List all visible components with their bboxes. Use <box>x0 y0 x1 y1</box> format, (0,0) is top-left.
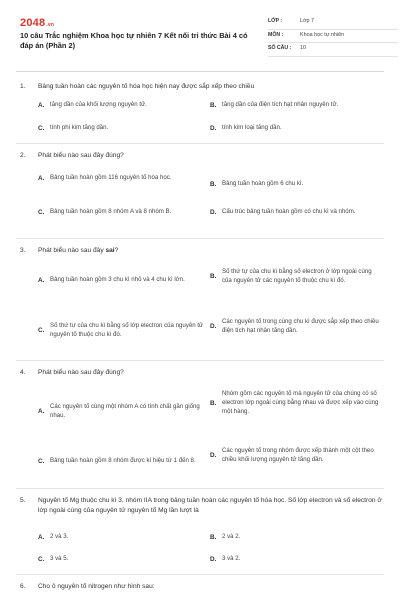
stem-text-end: ? <box>114 247 119 254</box>
option-text: 3 và 2. <box>222 555 241 563</box>
meta-count-label: SỐ CÂU : <box>268 45 292 52</box>
option-text: Nhóm gồm các nguyên tố mà nguyên tử của chúng có số electron lớp ngoài cùng bằng nhau và được xếp vào cùng một hàng. <box>222 390 379 415</box>
option-text: Các nguyên tố trong cùng chu kì được sắp xếp theo chiều điện tích hạt nhân tăng dần. <box>222 318 379 334</box>
question-divider <box>16 360 384 361</box>
option-text: Số thứ tự của chu kì bằng số electron ở lớp ngoài cùng của nguyên tử các nguyên tố thuộc chu kì đó. <box>222 268 372 284</box>
meta-subject-label: MÔN : <box>268 31 284 38</box>
option-text: Các nguyên tố cùng một nhóm A có tính chất gần giống nhau. <box>50 403 200 419</box>
option-4b[interactable] <box>210 390 385 416</box>
option-letter: C. <box>38 458 45 465</box>
meta-count-row <box>268 43 398 57</box>
option-letter: A. <box>38 102 45 109</box>
option-text: tính phi kim tăng dần. <box>50 124 109 132</box>
option-1a[interactable] <box>38 101 198 110</box>
option-5d[interactable] <box>210 555 385 564</box>
question-divider <box>16 238 384 239</box>
option-text: tăng dần của điện tích hạt nhân nguyên tử. <box>222 101 339 109</box>
option-text: 2 và 2. <box>222 533 241 541</box>
option-text: Bảng tuần hoàn gồm 6 chu kì. <box>222 180 304 188</box>
logo-main: 2048 <box>20 17 46 29</box>
option-4d[interactable] <box>210 447 385 465</box>
site-logo[interactable] <box>20 16 54 32</box>
logo-suffix: .vn <box>46 22 55 28</box>
option-text: Cấu trúc bảng tuần hoàn gồm có chu kì và nhóm. <box>222 208 356 216</box>
option-text: tính kim loại tăng dần. <box>222 124 282 132</box>
option-1b[interactable] <box>210 101 385 110</box>
meta-class-value: Lớp 7 <box>300 18 315 25</box>
option-3a[interactable] <box>38 276 206 285</box>
option-text: Bảng tuần hoàn gồm 3 chu kì nhỏ và 4 chu kì lớn. <box>50 276 185 284</box>
option-letter: D. <box>210 209 217 216</box>
option-letter: D. <box>210 125 217 132</box>
option-5c[interactable] <box>38 555 198 564</box>
option-letter: A. <box>38 277 45 284</box>
option-5a[interactable] <box>38 533 198 542</box>
option-text: tăng dần của khối lượng nguyên tử. <box>50 101 147 109</box>
option-letter: C. <box>38 327 45 335</box>
option-letter: C. <box>38 556 45 563</box>
question-stem: Phát biểu nào sau đây đúng? <box>38 369 124 376</box>
option-text: 2 và 3. <box>50 533 69 541</box>
document-title: 10 câu Trắc nghiệm Khoa học tự nhiên 7 Kết nối tri thức Bài 4 có đáp án (Phần 2) <box>20 31 248 50</box>
option-text: 3 và 5. <box>50 555 69 563</box>
question-divider <box>16 143 384 144</box>
option-letter: B. <box>210 102 217 109</box>
option-letter: A. <box>38 534 45 541</box>
option-letter: B. <box>210 273 217 281</box>
option-2c[interactable] <box>38 208 206 217</box>
option-2b[interactable] <box>210 180 385 189</box>
question-number: 4. <box>20 369 26 376</box>
stem-emphasis: sai <box>105 247 115 254</box>
option-letter: B. <box>210 399 217 407</box>
question-stem <box>38 246 382 256</box>
option-2d[interactable] <box>210 208 385 217</box>
question-number: 2. <box>20 152 26 159</box>
meta-box <box>268 16 398 57</box>
question-number: 5. <box>20 497 26 504</box>
option-letter: B. <box>210 534 217 541</box>
option-text: Bảng tuần hoàn gồm 116 nguyên tố hóa học. <box>50 174 172 182</box>
meta-subject-row <box>268 30 398 44</box>
question-divider <box>16 574 384 575</box>
option-letter: A. <box>38 408 45 416</box>
meta-count-value: 10 <box>300 45 306 52</box>
option-letter: B. <box>210 181 217 188</box>
question-stem: Nguyên tố Mg thuộc chu kì 3, nhóm IIA trong bảng tuần hoàn các nguyên tố hóa học. Số lớp electron và số electron ở lớp ngoài cùng của nguyên tử nguyên tố Mg lần lượt là <box>38 497 382 514</box>
option-2a[interactable] <box>38 174 206 183</box>
meta-class-label: LỚP : <box>268 18 283 25</box>
question-stem: Cho ô nguyên tố nitrogen như hình sau: <box>38 583 155 590</box>
document-header <box>16 10 384 72</box>
option-text: Bảng tuần hoàn gồm 8 nhóm được kí hiệu từ 1 đến 8. <box>50 457 196 465</box>
meta-subject-value: Khoa học tự nhiên <box>300 31 345 38</box>
question-stem: Bảng tuần hoàn các nguyên tố hóa học hiện nay được sắp xếp theo chiều <box>38 83 255 90</box>
option-3d[interactable] <box>210 318 385 336</box>
stem-text: Phát biểu nào sau đây <box>38 247 106 254</box>
option-4c[interactable] <box>38 457 206 466</box>
question-number: 6. <box>20 583 26 590</box>
option-letter: D. <box>210 323 217 331</box>
meta-class-row <box>268 16 398 30</box>
option-3b[interactable] <box>210 268 385 286</box>
option-4a[interactable] <box>38 403 206 421</box>
option-letter: D. <box>210 452 217 460</box>
option-text: Số thứ tự của chu kì bằng số lớp electron của nguyên tử nguyên tố thuộc chu kì đó. <box>50 322 204 338</box>
option-1c[interactable] <box>38 124 198 133</box>
question-number: 1. <box>20 83 26 90</box>
option-3c[interactable] <box>38 322 206 340</box>
question-divider <box>16 488 384 489</box>
option-letter: D. <box>210 556 217 563</box>
question-number: 3. <box>20 247 26 254</box>
option-text: Bảng tuần hoàn gồm 8 nhóm A và 8 nhóm B. <box>50 208 172 216</box>
option-1d[interactable] <box>210 124 385 133</box>
option-text: Các nguyên tố trong nhóm được xếp thành một cột theo chiều khối lượng nguyên tử tăng dần. <box>222 447 374 463</box>
option-5b[interactable] <box>210 533 385 542</box>
option-letter: C. <box>38 209 45 216</box>
question-stem: Phát biểu nào sau đây đúng? <box>38 152 124 159</box>
option-letter: A. <box>38 175 45 182</box>
option-letter: C. <box>38 125 45 132</box>
